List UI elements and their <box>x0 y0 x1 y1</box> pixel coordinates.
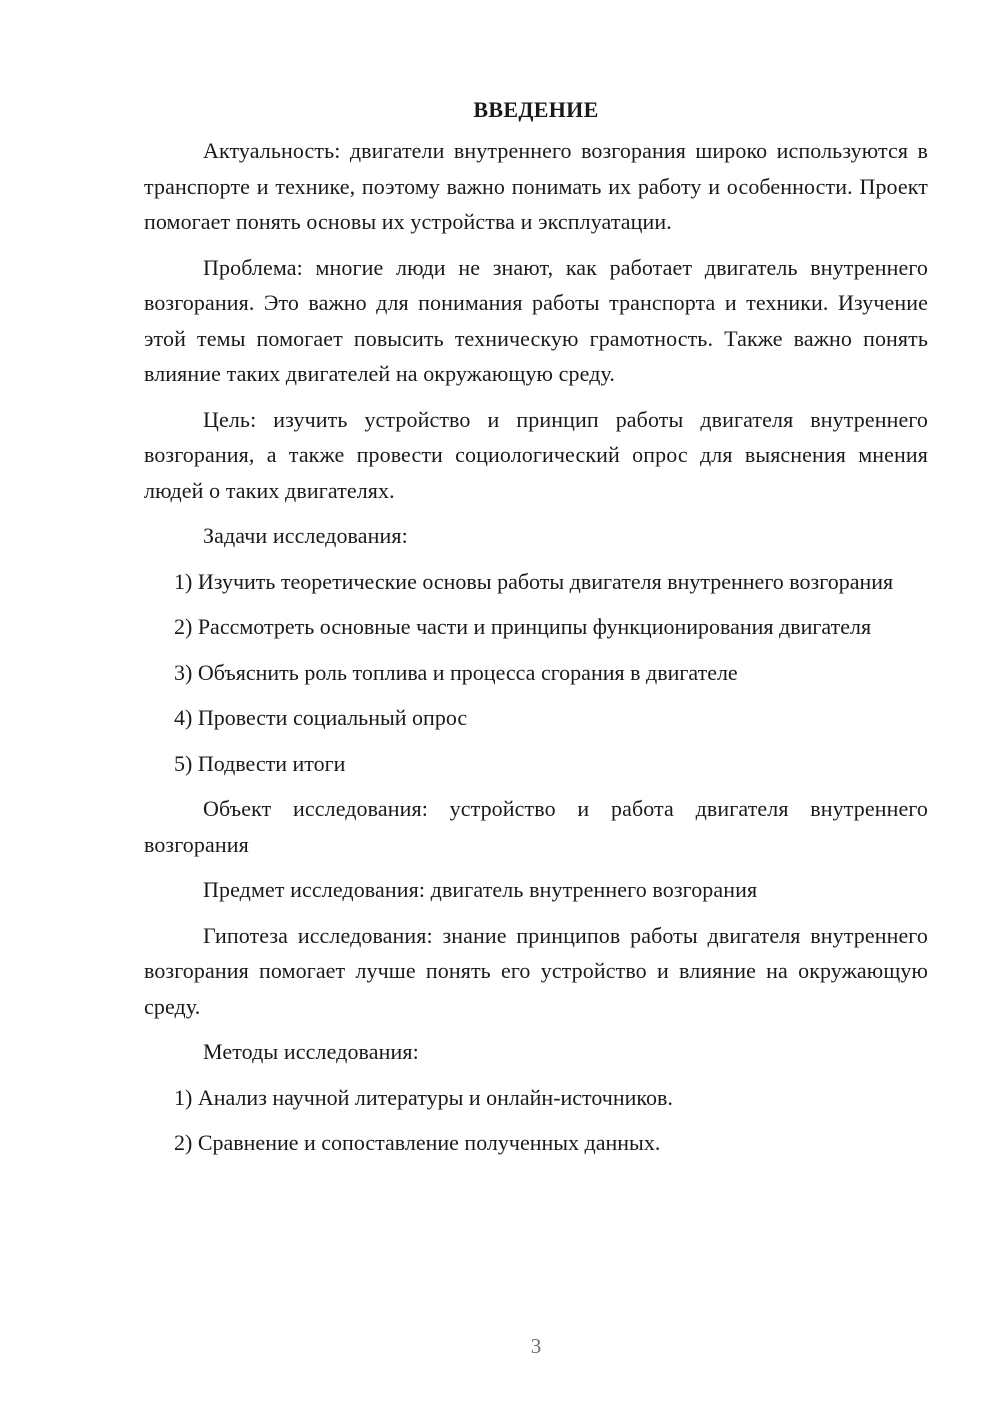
problem-paragraph: Проблема: многие люди не знают, как работает двигатель внутреннего возгорания. Это важно для понимания работы транспорта и техники. Изучение этой темы помогает повысить техническую грамотность. Также важно понять влияние таких двигателей на окружающую среду. <box>144 254 928 386</box>
object-paragraph: Объект исследования: устройство и работа двигателя внутреннего возгорания <box>144 796 928 857</box>
section-title: ВВЕДЕНИЕ <box>473 97 599 122</box>
method-list-item: 1) Анализ научной литературы и онлайн-источников. <box>174 1084 673 1110</box>
tasks-heading: Задачи исследования: <box>203 523 408 548</box>
task-list-item: 4) Провести социальный опрос <box>174 705 468 730</box>
method-list-item: 2) Сравнение и сопоставление полученных данных. <box>174 1130 661 1155</box>
task-list-item: 2) Рассмотреть основные части и принципы функционирования двигателя <box>174 614 872 639</box>
task-list-item: 5) Подвести итоги <box>174 750 346 776</box>
relevance-paragraph: Актуальность: двигатели внутреннего возгорания широко используются в транспорте и технике, поэтому важно понимать их работу и особенности. Проект помогает понять основы их устройства и эксплуатации. <box>144 138 928 234</box>
subject-paragraph: Предмет исследования: двигатель внутреннего возгорания <box>203 877 758 902</box>
methods-heading: Методы исследования: <box>203 1039 419 1064</box>
task-list-item: 3) Объяснить роль топлива и процесса сгорания в двигателе <box>174 659 738 685</box>
page-number: 3 <box>530 1334 542 1358</box>
task-list-item: 1) Изучить теоретические основы работы двигателя внутреннего возгорания <box>174 568 894 594</box>
document-page <box>144 92 928 1171</box>
hypothesis-paragraph: Гипотеза исследования: знание принципов работы двигателя внутреннего возгорания помогает лучше понять его устройство и влияние на окружающую среду. <box>144 922 928 1019</box>
goal-paragraph: Цель: изучить устройство и принцип работы двигателя внутреннего возгорания, а также провести социологический опрос для выяснения мнения людей о таких двигателях. <box>144 406 928 503</box>
